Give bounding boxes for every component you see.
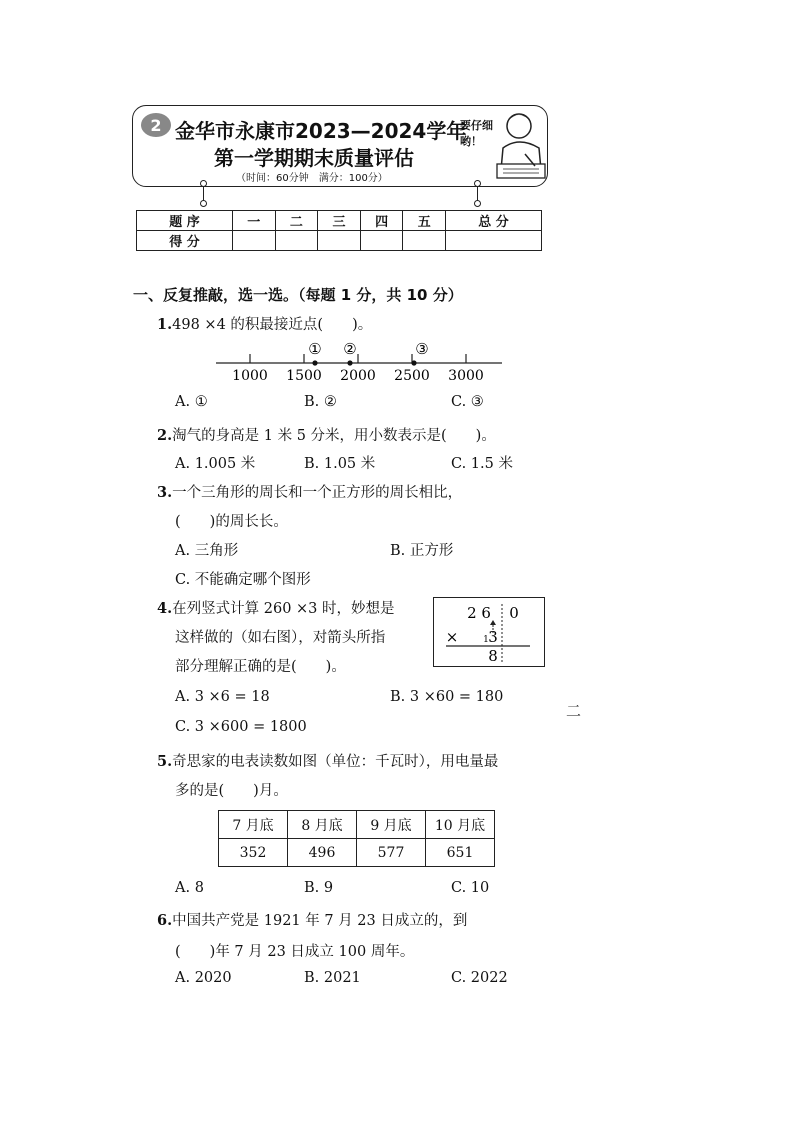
question-stem-line-1: 在列竖式计算 260 ×3 时，妙想是 (172, 601, 395, 617)
question-stem-line-1: 一个三角形的周长和一个正方形的周长相比， (172, 485, 463, 501)
score-cell[interactable] (446, 231, 542, 251)
title-line-2: 第一学期期末质量评估 (214, 146, 414, 170)
point-1-label: ① (308, 340, 322, 358)
tick-label-3000: 3000 (448, 368, 484, 384)
vertical-calculation (434, 598, 544, 666)
tick-label-2500: 2500 (394, 368, 430, 384)
q5-option-b[interactable]: B. 9 (304, 880, 334, 896)
svg-text:2: 2 (150, 116, 162, 135)
q4-option-c[interactable]: C. 3 ×600 = 1800 (175, 719, 307, 735)
question-stem-line-1: 奇思家的电表读数如图（单位：千瓦时），用电量最 (172, 754, 499, 770)
meter-val-aug: 496 (288, 839, 357, 867)
question-stem-line-2: 多的是( )月。 (175, 783, 288, 799)
question-5 (157, 750, 498, 771)
question-4 (157, 597, 395, 618)
score-cell[interactable] (232, 231, 275, 251)
score-value-row (137, 231, 542, 251)
meter-val-oct: 651 (426, 839, 495, 867)
question-6 (157, 909, 467, 930)
exam-meta: （时间：60分钟 满分：100分） (236, 173, 388, 184)
pin-left-bottom (200, 200, 207, 207)
calc-multiplicand-zero: 0 (509, 604, 519, 622)
meter-reading-table (218, 810, 495, 867)
q6-option-a[interactable]: A. 2020 (175, 970, 232, 986)
question-stem-line-1: 中国共产党是 1921 年 7 月 23 日成立的，到 (172, 913, 468, 929)
question-stem: 淘气的身高是 1 米 5 分米，用小数表示是( )。 (172, 428, 496, 444)
question-number: 5. (157, 753, 173, 770)
score-col-total: 总 分 (446, 211, 542, 231)
meter-val-jul: 352 (219, 839, 288, 867)
question-number: 3. (157, 484, 173, 501)
margin-mark: 二 (566, 702, 582, 720)
vertical-calculation-box (433, 597, 545, 667)
score-cell[interactable] (360, 231, 403, 251)
point-2-label: ② (343, 340, 357, 358)
q4-option-b[interactable]: B. 3 ×60 = 180 (390, 689, 504, 705)
tick-label-1000: 1000 (232, 368, 268, 384)
question-stem-line-3: 部分理解正确的是( )。 (175, 659, 346, 675)
q6-option-c[interactable]: C. 2022 (451, 970, 508, 986)
question-number: 2. (157, 427, 173, 444)
score-col-5: 五 (403, 211, 446, 231)
q1-option-b[interactable]: B. ② (304, 394, 337, 410)
meter-val-sep: 577 (357, 839, 426, 867)
meter-head-aug: 8 月底 (288, 811, 357, 839)
q3-option-c[interactable]: C. 不能确定哪个图形 (175, 572, 311, 588)
calc-carry: 1 (483, 635, 489, 645)
score-col-3: 三 (318, 211, 361, 231)
meter-value-row (219, 839, 495, 867)
question-number: 1. (157, 316, 173, 333)
q1-option-a[interactable]: A. ① (175, 394, 208, 410)
score-header-row (137, 211, 542, 231)
score-cell[interactable] (403, 231, 446, 251)
reminder-note: 要仔细哟！ (460, 119, 493, 148)
student-writing-illustration (495, 108, 547, 182)
meter-header-row (219, 811, 495, 839)
question-number: 4. (157, 600, 173, 617)
tick-label-1500: 1500 (286, 368, 322, 384)
meter-head-oct: 10 月底 (426, 811, 495, 839)
q6-option-b[interactable]: B. 2021 (304, 970, 361, 986)
question-stem-line-2: ( )年 7 月 23 日成立 100 周年。 (175, 944, 415, 960)
pin-left (200, 180, 207, 187)
question-stem-line-2: ( )的周长长。 (175, 514, 288, 530)
q4-option-a[interactable]: A. 3 ×6 = 18 (175, 689, 270, 705)
pin-right (474, 180, 481, 187)
q2-option-b[interactable]: B. 1.05 米 (304, 456, 376, 472)
score-col-2: 二 (275, 211, 318, 231)
q3-option-a[interactable]: A. 三角形 (175, 543, 239, 559)
point-3-dot (411, 360, 416, 365)
score-row-label: 得 分 (137, 231, 233, 251)
question-3 (157, 481, 462, 502)
q1-option-c[interactable]: C. ③ (451, 394, 484, 410)
point-1-dot (312, 360, 317, 365)
score-col-label: 题 序 (137, 211, 233, 231)
title-line-1: 金华市永康市2023—2024学年 (175, 119, 467, 143)
q2-option-c[interactable]: C. 1.5 米 (451, 456, 513, 472)
calc-multiplier: 3 (488, 628, 498, 646)
question-1 (157, 313, 372, 334)
meter-head-jul: 7 月底 (219, 811, 288, 839)
pin-right-bottom (474, 200, 481, 207)
score-col-1: 一 (232, 211, 275, 231)
tick-label-2000: 2000 (340, 368, 376, 384)
calc-result: 8 (488, 647, 498, 665)
score-cell[interactable] (318, 231, 361, 251)
question-stem: 498 ×4 的积最接近点( )。 (172, 317, 373, 333)
point-3-label: ③ (415, 340, 429, 358)
q5-option-c[interactable]: C. 10 (451, 880, 490, 896)
question-2 (157, 424, 496, 445)
meter-head-sep: 9 月底 (357, 811, 426, 839)
section-1-title: 一、反复推敲，选一选。（每题 1 分，共 10 分） (133, 286, 463, 304)
calc-multiplicand: 2 6 (467, 604, 491, 622)
question-number: 6. (157, 912, 173, 929)
score-table (136, 210, 542, 251)
q5-option-a[interactable]: A. 8 (175, 880, 204, 896)
score-col-4: 四 (360, 211, 403, 231)
q3-option-b[interactable]: B. 正方形 (390, 543, 454, 559)
question-stem-line-2: 这样做的（如右图），对箭头所指 (175, 630, 386, 646)
number-line (210, 338, 510, 388)
q2-option-a[interactable]: A. 1.005 米 (175, 456, 256, 472)
unit-logo-icon (138, 110, 174, 140)
point-2-dot (347, 360, 352, 365)
score-cell[interactable] (275, 231, 318, 251)
calc-times-sign: × (445, 628, 459, 646)
